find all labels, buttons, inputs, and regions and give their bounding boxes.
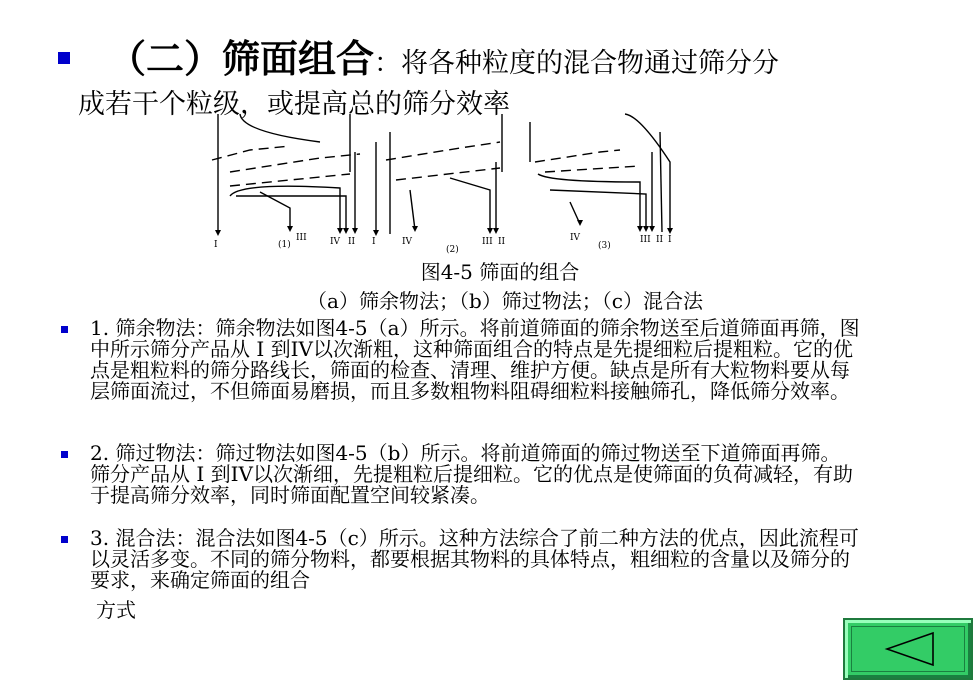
back-button[interactable]: [843, 618, 973, 680]
figure-caption: 图4-5 筛面的组合: [420, 260, 580, 284]
paragraph-bullet: [61, 326, 68, 333]
fig-label: III: [482, 237, 493, 247]
paragraph-mixed-tail: 方式: [96, 598, 136, 622]
fig-label: IV: [402, 237, 413, 247]
screen-combination-figure: [200, 112, 700, 254]
fig-label: II: [348, 237, 356, 247]
fig-label: (3): [598, 241, 611, 251]
fig-label: I: [668, 235, 672, 245]
figure-subcaption: （a）筛余物法；（b）筛过物法；（c）混合法: [307, 289, 703, 313]
triangle-left-icon: [883, 631, 935, 667]
fig-label: II: [498, 237, 506, 247]
title-line2: 成若干个粒级，或提高总的筛分效率: [78, 89, 510, 120]
paragraph-mixed: 3. 混合法：混合法如图4-5（c）所示。这种方法综合了前二种方法的优点，因此流程可以灵活多变。不同的筛分物料，都要根据其物料的具体特点，粗细粒的含量以及筛分的要求，来确定筛面的组合: [90, 526, 859, 592]
title: [108, 28, 779, 83]
title-main: （二）筛面组合: [108, 36, 375, 81]
paragraph-bullet: [61, 536, 68, 543]
fig-label: I: [372, 237, 376, 247]
fig-label: IV: [570, 233, 581, 243]
fig-label: IV: [330, 237, 341, 247]
fig-label: I: [214, 240, 218, 250]
paragraph-sieve-pass: 2. 筛过物法：筛过物法如图4-5（b）所示。将前道筛面的筛过物送至下道筛面再筛。筛分产品从 I 到IV以次渐细，先提粗粒后提细粒。它的优点是使筛面的负荷减轻，有助于提高筛分效率，同时筛面配置空间较紧凑。: [90, 441, 853, 507]
paragraph-bullet: [61, 451, 68, 458]
fig-label: III: [640, 235, 651, 245]
paragraph-sieve-residue: 1. 筛余物法：筛余物法如图4-5（a）所示。将前道筛面的筛余物送至后道筛面再筛，图中所示筛分产品从 I 到IV以次渐粗，这种筛面组合的特点是先提细粒后提粗粒。它的优点是粗粒料的筛分路线长，筛面的检查、清理、维护方便。缺点是所有大粒物料要从每层筛面流过，不但筛面易磨损，而且多数粗物料阻碍细粒料接触筛孔，降低筛分效率。: [90, 316, 860, 403]
fig-label: II: [656, 235, 664, 245]
title-desc: ：将各种粒度的混合物通过筛分分: [374, 48, 780, 79]
fig-label: III: [296, 233, 307, 243]
fig-label: (1): [278, 240, 291, 250]
title-bullet: [58, 52, 70, 64]
fig-label: (2): [446, 245, 459, 254]
